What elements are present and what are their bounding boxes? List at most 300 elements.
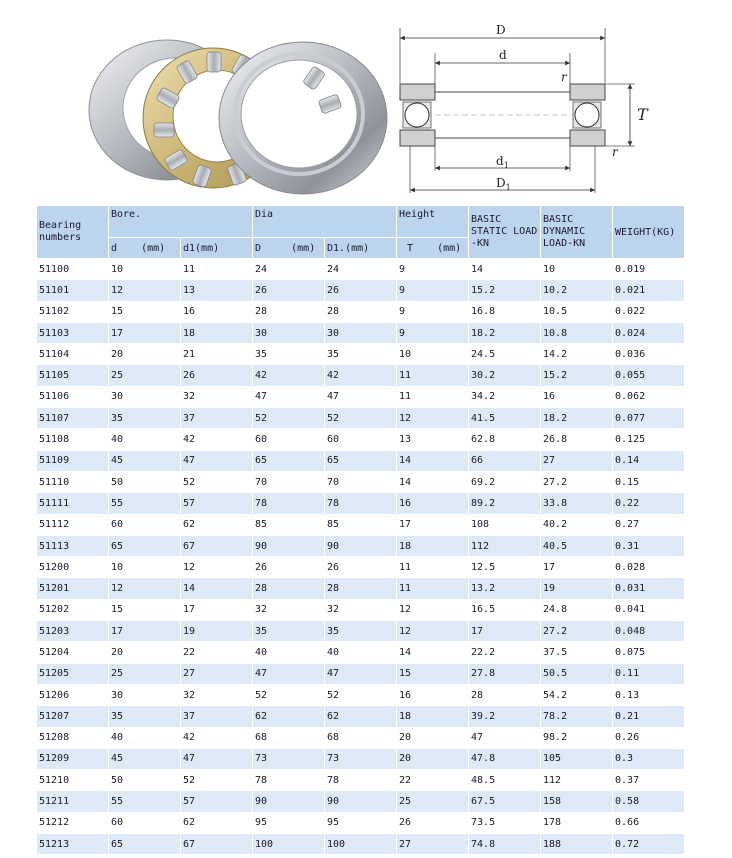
- cell-height-T: 11: [397, 578, 469, 599]
- table-row: [37, 642, 685, 663]
- label-r-bottom: r: [612, 145, 618, 159]
- cell-bore-d: 50: [109, 471, 181, 492]
- table-row: [37, 344, 685, 365]
- cell-static-load: 15.2: [469, 280, 541, 301]
- cell-dia-D1: 40: [325, 642, 397, 663]
- cell-dia-D1: 73: [325, 748, 397, 769]
- cell-dia-D1: 47: [325, 386, 397, 407]
- table-row: [37, 386, 685, 407]
- cell-static-load: 34.2: [469, 386, 541, 407]
- cell-dia-D: 35: [253, 621, 325, 642]
- cell-dynamic-load: 27.2: [541, 621, 613, 642]
- cell-dynamic-load: 27: [541, 450, 613, 471]
- cell-bearing-number: 51112: [37, 514, 109, 535]
- header-D1: D1.(mm): [325, 238, 397, 259]
- cell-dia-D: 68: [253, 727, 325, 748]
- cell-height-T: 9: [397, 322, 469, 343]
- cell-weight: 0.036: [613, 344, 685, 365]
- cell-height-T: 11: [397, 365, 469, 386]
- cell-height-T: 14: [397, 450, 469, 471]
- table-row: [37, 429, 685, 450]
- cell-dia-D1: 30: [325, 322, 397, 343]
- cell-weight: 0.14: [613, 450, 685, 471]
- cell-bearing-number: 51101: [37, 280, 109, 301]
- cell-dynamic-load: 18.2: [541, 408, 613, 429]
- cell-height-T: 18: [397, 706, 469, 727]
- cell-bore-d: 45: [109, 450, 181, 471]
- cell-dia-D: 40: [253, 642, 325, 663]
- cell-static-load: 17: [469, 621, 541, 642]
- cell-static-load: 73.5: [469, 812, 541, 833]
- cell-bore-d1: 32: [181, 386, 253, 407]
- cell-bearing-number: 51203: [37, 621, 109, 642]
- cell-height-T: 15: [397, 663, 469, 684]
- cell-height-T: 17: [397, 514, 469, 535]
- cell-height-T: 12: [397, 408, 469, 429]
- cell-dia-D: 35: [253, 344, 325, 365]
- cell-weight: 0.022: [613, 301, 685, 322]
- cell-bore-d: 20: [109, 344, 181, 365]
- cell-bore-d1: 32: [181, 684, 253, 705]
- cell-bore-d: 25: [109, 663, 181, 684]
- cell-dia-D: 90: [253, 791, 325, 812]
- cell-bore-d1: 57: [181, 791, 253, 812]
- cell-dia-D1: 60: [325, 429, 397, 450]
- cell-height-T: 9: [397, 301, 469, 322]
- cell-bore-d1: 37: [181, 706, 253, 727]
- cell-dia-D: 47: [253, 386, 325, 407]
- cell-bearing-number: 51108: [37, 429, 109, 450]
- label-r-top: r: [561, 70, 567, 84]
- label-D1: $D_1$: [496, 176, 511, 192]
- cell-height-T: 11: [397, 386, 469, 407]
- cell-dia-D: 85: [253, 514, 325, 535]
- cell-static-load: 12.5: [469, 557, 541, 578]
- cell-height-T: 10: [397, 344, 469, 365]
- cell-height-T: 25: [397, 791, 469, 812]
- cell-dynamic-load: 24.8: [541, 599, 613, 620]
- cell-static-load: 112: [469, 535, 541, 556]
- cell-weight: 0.024: [613, 322, 685, 343]
- cell-weight: 0.27: [613, 514, 685, 535]
- cell-dia-D: 52: [253, 408, 325, 429]
- cell-height-T: 27: [397, 834, 469, 855]
- cell-dynamic-load: 33.8: [541, 493, 613, 514]
- cell-weight: 0.077: [613, 408, 685, 429]
- cell-bore-d1: 21: [181, 344, 253, 365]
- cell-dia-D1: 26: [325, 280, 397, 301]
- cell-bore-d1: 14: [181, 578, 253, 599]
- cell-dynamic-load: 16: [541, 386, 613, 407]
- cell-static-load: 89.2: [469, 493, 541, 514]
- cell-bore-d1: 12: [181, 557, 253, 578]
- bearing-section: [400, 84, 605, 146]
- header-dia: Dia: [253, 206, 397, 238]
- cell-bore-d1: 13: [181, 280, 253, 301]
- table-row: [37, 259, 685, 280]
- cell-bearing-number: 51204: [37, 642, 109, 663]
- cell-bearing-number: 51206: [37, 684, 109, 705]
- table-row: [37, 684, 685, 705]
- cell-bore-d1: 22: [181, 642, 253, 663]
- cell-bearing-number: 51100: [37, 259, 109, 280]
- table-header: [37, 206, 685, 259]
- cell-dia-D: 70: [253, 471, 325, 492]
- table-row: [37, 706, 685, 727]
- cell-static-load: 24.5: [469, 344, 541, 365]
- cell-dynamic-load: 19: [541, 578, 613, 599]
- cell-static-load: 16.8: [469, 301, 541, 322]
- table-row: [37, 770, 685, 791]
- table-row: [37, 791, 685, 812]
- bearing-photo: [85, 22, 395, 202]
- cell-bearing-number: 51107: [37, 408, 109, 429]
- header-height: Height: [397, 206, 469, 238]
- cell-dia-D1: 35: [325, 344, 397, 365]
- cell-static-load: 69.2: [469, 471, 541, 492]
- cell-dynamic-load: 10: [541, 259, 613, 280]
- header-d: d (mm): [109, 238, 181, 259]
- table-row: [37, 834, 685, 855]
- cell-weight: 0.72: [613, 834, 685, 855]
- cell-bore-d1: 19: [181, 621, 253, 642]
- table-row: [37, 280, 685, 301]
- cell-static-load: 62.8: [469, 429, 541, 450]
- header-bearing-numbers: Bearing numbers: [37, 206, 109, 259]
- cell-dia-D1: 90: [325, 535, 397, 556]
- cell-dynamic-load: 98.2: [541, 727, 613, 748]
- cell-bore-d: 40: [109, 727, 181, 748]
- cell-dynamic-load: 40.2: [541, 514, 613, 535]
- table-row: [37, 535, 685, 556]
- cell-dia-D1: 70: [325, 471, 397, 492]
- cell-dynamic-load: 178: [541, 812, 613, 833]
- cell-static-load: 66: [469, 450, 541, 471]
- cell-dia-D1: 65: [325, 450, 397, 471]
- cell-bore-d1: 67: [181, 834, 253, 855]
- table-row: [37, 578, 685, 599]
- cell-bearing-number: 51213: [37, 834, 109, 855]
- cell-static-load: 28: [469, 684, 541, 705]
- cell-dynamic-load: 188: [541, 834, 613, 855]
- product-figures: [0, 0, 732, 205]
- cell-weight: 0.3: [613, 748, 685, 769]
- cell-bore-d: 30: [109, 684, 181, 705]
- cell-bore-d: 15: [109, 599, 181, 620]
- label-d: d: [499, 48, 507, 62]
- header-dynamic-load: BASIC DYNAMIC LOAD-KN: [541, 206, 613, 259]
- cell-weight: 0.58: [613, 791, 685, 812]
- cell-static-load: 47: [469, 727, 541, 748]
- cell-bearing-number: 51211: [37, 791, 109, 812]
- cell-static-load: 108: [469, 514, 541, 535]
- cell-static-load: 48.5: [469, 770, 541, 791]
- cell-dia-D1: 95: [325, 812, 397, 833]
- cell-weight: 0.019: [613, 259, 685, 280]
- cell-bore-d: 12: [109, 578, 181, 599]
- cell-bore-d: 55: [109, 493, 181, 514]
- cell-dynamic-load: 26.8: [541, 429, 613, 450]
- cell-bore-d: 60: [109, 514, 181, 535]
- dimension-labels: [496, 23, 649, 192]
- cell-dia-D1: 68: [325, 727, 397, 748]
- cell-dia-D1: 90: [325, 791, 397, 812]
- cell-bore-d: 65: [109, 834, 181, 855]
- cell-static-load: 74.8: [469, 834, 541, 855]
- cell-bore-d: 55: [109, 791, 181, 812]
- cell-bore-d1: 37: [181, 408, 253, 429]
- cell-static-load: 39.2: [469, 706, 541, 727]
- cell-dia-D1: 52: [325, 408, 397, 429]
- cell-weight: 0.11: [613, 663, 685, 684]
- cell-static-load: 27.8: [469, 663, 541, 684]
- cell-bore-d: 50: [109, 770, 181, 791]
- cell-dynamic-load: 27.2: [541, 471, 613, 492]
- cell-bearing-number: 51210: [37, 770, 109, 791]
- cell-height-T: 13: [397, 429, 469, 450]
- cell-bearing-number: 51207: [37, 706, 109, 727]
- cell-bore-d1: 16: [181, 301, 253, 322]
- cell-dia-D1: 85: [325, 514, 397, 535]
- cell-bore-d: 65: [109, 535, 181, 556]
- cell-static-load: 22.2: [469, 642, 541, 663]
- table-row: [37, 599, 685, 620]
- cell-dia-D1: 62: [325, 706, 397, 727]
- cell-dia-D1: 24: [325, 259, 397, 280]
- cell-weight: 0.22: [613, 493, 685, 514]
- cell-static-load: 30.2: [469, 365, 541, 386]
- cell-dynamic-load: 112: [541, 770, 613, 791]
- cell-bearing-number: 51209: [37, 748, 109, 769]
- cell-height-T: 20: [397, 748, 469, 769]
- label-d1: $d_1$: [496, 154, 509, 170]
- cell-dia-D: 60: [253, 429, 325, 450]
- cell-dynamic-load: 17: [541, 557, 613, 578]
- cell-bore-d: 60: [109, 812, 181, 833]
- cell-dia-D1: 78: [325, 493, 397, 514]
- cell-height-T: 12: [397, 599, 469, 620]
- cell-height-T: 14: [397, 471, 469, 492]
- cell-height-T: 9: [397, 280, 469, 301]
- cell-bore-d1: 42: [181, 727, 253, 748]
- cell-dynamic-load: 15.2: [541, 365, 613, 386]
- cell-static-load: 47.8: [469, 748, 541, 769]
- cell-dia-D: 78: [253, 770, 325, 791]
- table-row: [37, 408, 685, 429]
- cell-height-T: 11: [397, 557, 469, 578]
- cell-bearing-number: 51103: [37, 322, 109, 343]
- cell-height-T: 14: [397, 642, 469, 663]
- cell-bore-d: 20: [109, 642, 181, 663]
- cell-dynamic-load: 10.2: [541, 280, 613, 301]
- cell-bore-d1: 52: [181, 471, 253, 492]
- table-row: [37, 663, 685, 684]
- cell-dia-D: 30: [253, 322, 325, 343]
- cell-bore-d: 10: [109, 259, 181, 280]
- cell-dia-D: 95: [253, 812, 325, 833]
- cell-weight: 0.021: [613, 280, 685, 301]
- cell-bore-d1: 62: [181, 812, 253, 833]
- cell-weight: 0.075: [613, 642, 685, 663]
- cell-dia-D: 47: [253, 663, 325, 684]
- table-row: [37, 748, 685, 769]
- table-row: [37, 727, 685, 748]
- header-d1: d1(mm): [181, 238, 253, 259]
- cell-dia-D: 78: [253, 493, 325, 514]
- cell-bore-d1: 57: [181, 493, 253, 514]
- cell-dia-D: 100: [253, 834, 325, 855]
- cell-weight: 0.048: [613, 621, 685, 642]
- table-row: [37, 812, 685, 833]
- cell-bearing-number: 51104: [37, 344, 109, 365]
- label-T: T: [637, 105, 648, 124]
- cell-bore-d1: 62: [181, 514, 253, 535]
- cell-bearing-number: 51205: [37, 663, 109, 684]
- table-row: [37, 493, 685, 514]
- cell-weight: 0.31: [613, 535, 685, 556]
- cell-dynamic-load: 10.8: [541, 322, 613, 343]
- cell-dia-D1: 28: [325, 301, 397, 322]
- cell-bearing-number: 51106: [37, 386, 109, 407]
- cell-static-load: 67.5: [469, 791, 541, 812]
- cell-height-T: 22: [397, 770, 469, 791]
- table-row: [37, 557, 685, 578]
- table-row: [37, 621, 685, 642]
- cell-bore-d1: 11: [181, 259, 253, 280]
- table-row: [37, 471, 685, 492]
- cell-bore-d: 30: [109, 386, 181, 407]
- cell-bore-d: 15: [109, 301, 181, 322]
- cell-bearing-number: 51105: [37, 365, 109, 386]
- cell-dynamic-load: 14.2: [541, 344, 613, 365]
- cell-static-load: 16.5: [469, 599, 541, 620]
- bearing-spec-table: [36, 205, 685, 855]
- cell-bore-d: 35: [109, 706, 181, 727]
- cell-bore-d1: 47: [181, 748, 253, 769]
- cell-dia-D: 28: [253, 301, 325, 322]
- cell-static-load: 41.5: [469, 408, 541, 429]
- cell-dia-D: 62: [253, 706, 325, 727]
- cell-bore-d1: 27: [181, 663, 253, 684]
- cell-weight: 0.041: [613, 599, 685, 620]
- table-row: [37, 514, 685, 535]
- cell-weight: 0.13: [613, 684, 685, 705]
- cell-dia-D: 52: [253, 684, 325, 705]
- cell-weight: 0.15: [613, 471, 685, 492]
- cell-height-T: 16: [397, 493, 469, 514]
- cell-bearing-number: 51110: [37, 471, 109, 492]
- cell-bore-d1: 26: [181, 365, 253, 386]
- cell-bore-d: 10: [109, 557, 181, 578]
- cell-bearing-number: 51113: [37, 535, 109, 556]
- cell-weight: 0.055: [613, 365, 685, 386]
- cell-dia-D: 73: [253, 748, 325, 769]
- cell-dia-D1: 35: [325, 621, 397, 642]
- cell-bore-d: 45: [109, 748, 181, 769]
- table-body: [37, 259, 685, 855]
- cell-dynamic-load: 54.2: [541, 684, 613, 705]
- cell-dynamic-load: 40.5: [541, 535, 613, 556]
- cell-weight: 0.125: [613, 429, 685, 450]
- cell-dia-D: 26: [253, 557, 325, 578]
- cell-dia-D: 65: [253, 450, 325, 471]
- cell-weight: 0.26: [613, 727, 685, 748]
- cell-dia-D1: 26: [325, 557, 397, 578]
- cell-dia-D1: 32: [325, 599, 397, 620]
- cell-bore-d: 17: [109, 621, 181, 642]
- cell-weight: 0.028: [613, 557, 685, 578]
- cell-height-T: 9: [397, 259, 469, 280]
- table-row: [37, 365, 685, 386]
- cell-bearing-number: 51102: [37, 301, 109, 322]
- shaft-washer: [219, 42, 387, 194]
- cell-bore-d: 40: [109, 429, 181, 450]
- cell-bore-d1: 18: [181, 322, 253, 343]
- cell-weight: 0.21: [613, 706, 685, 727]
- cell-bearing-number: 51208: [37, 727, 109, 748]
- dimension-drawing: [395, 18, 655, 203]
- cell-bore-d: 17: [109, 322, 181, 343]
- cell-bore-d: 25: [109, 365, 181, 386]
- cell-dia-D1: 52: [325, 684, 397, 705]
- cell-dia-D: 28: [253, 578, 325, 599]
- table-row: [37, 450, 685, 471]
- cell-dynamic-load: 10.5: [541, 301, 613, 322]
- cell-bearing-number: 51212: [37, 812, 109, 833]
- table-row: [37, 301, 685, 322]
- cell-height-T: 16: [397, 684, 469, 705]
- cell-bore-d1: 42: [181, 429, 253, 450]
- cell-static-load: 14: [469, 259, 541, 280]
- cell-dia-D1: 78: [325, 770, 397, 791]
- cell-dia-D: 24: [253, 259, 325, 280]
- cell-dia-D: 90: [253, 535, 325, 556]
- cell-dynamic-load: 78.2: [541, 706, 613, 727]
- cell-bearing-number: 51111: [37, 493, 109, 514]
- cell-bore-d1: 52: [181, 770, 253, 791]
- cell-bore-d1: 47: [181, 450, 253, 471]
- cell-dynamic-load: 158: [541, 791, 613, 812]
- cell-weight: 0.031: [613, 578, 685, 599]
- cell-bearing-number: 51202: [37, 599, 109, 620]
- cell-weight: 0.66: [613, 812, 685, 833]
- header-weight: WEIGHT(KG): [613, 206, 685, 259]
- cell-dia-D: 32: [253, 599, 325, 620]
- cell-dynamic-load: 37.5: [541, 642, 613, 663]
- header-D: D (mm): [253, 238, 325, 259]
- cell-dia-D1: 47: [325, 663, 397, 684]
- cell-bore-d: 12: [109, 280, 181, 301]
- cell-height-T: 18: [397, 535, 469, 556]
- cell-height-T: 26: [397, 812, 469, 833]
- cell-bearing-number: 51200: [37, 557, 109, 578]
- cell-static-load: 13.2: [469, 578, 541, 599]
- cell-dia-D: 26: [253, 280, 325, 301]
- cell-dia-D1: 28: [325, 578, 397, 599]
- header-T: T (mm): [397, 238, 469, 259]
- cell-height-T: 20: [397, 727, 469, 748]
- cell-height-T: 12: [397, 621, 469, 642]
- cell-bearing-number: 51201: [37, 578, 109, 599]
- cell-bore-d: 35: [109, 408, 181, 429]
- cell-static-load: 18.2: [469, 322, 541, 343]
- cell-weight: 0.062: [613, 386, 685, 407]
- cell-weight: 0.37: [613, 770, 685, 791]
- cell-bore-d1: 17: [181, 599, 253, 620]
- cell-bearing-number: 51109: [37, 450, 109, 471]
- table-row: [37, 322, 685, 343]
- cell-dia-D1: 100: [325, 834, 397, 855]
